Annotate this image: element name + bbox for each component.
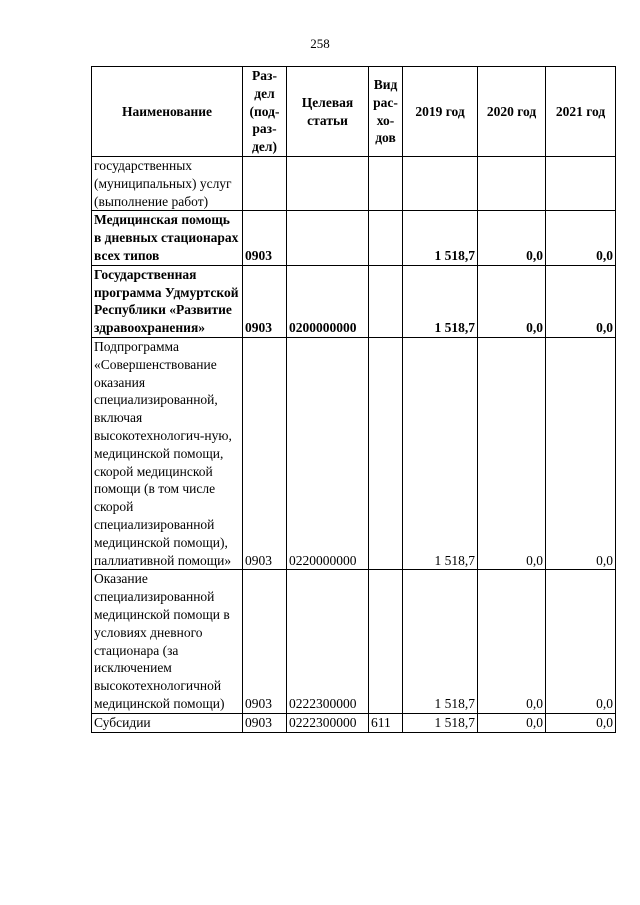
row-2019: 1 518,7 (403, 211, 478, 265)
header-2020: 2020 год (478, 67, 546, 157)
row-name: Подпрограмма «Совершенствование оказания специализированной, включая высокотехнологич-ную, медицинской помощи, скорой медицинской помощи (в том числе скорой специализированной медицинской помощи), паллиативной помощи» (92, 337, 243, 569)
row-2019 (403, 157, 478, 211)
header-name: Наименование (92, 67, 243, 157)
row-2021: 0,0 (546, 713, 616, 732)
row-target: 0220000000 (287, 337, 369, 569)
table-row (92, 713, 616, 732)
row-2019: 1 518,7 (403, 337, 478, 569)
table-row (92, 337, 616, 569)
row-expense (369, 337, 403, 569)
row-2020: 0,0 (478, 713, 546, 732)
row-name: Оказание специализированной медицинской помощи в условиях дневного стационара (за исключением высокотехнологичной медицинской помощи) (92, 570, 243, 713)
table-row (92, 570, 616, 713)
row-section: 0903 (243, 265, 287, 337)
row-expense (369, 570, 403, 713)
header-target: Целевая статьи (287, 67, 369, 157)
row-2021: 0,0 (546, 570, 616, 713)
page-number: 258 (310, 36, 330, 51)
row-target: 0222300000 (287, 570, 369, 713)
row-2020: 0,0 (478, 337, 546, 569)
table-row (92, 157, 616, 211)
table-header-row (92, 67, 616, 157)
row-section (243, 157, 287, 211)
row-target: 0200000000 (287, 265, 369, 337)
row-2021: 0,0 (546, 337, 616, 569)
row-name: Медицинская помощь в дневных стационарах всех типов (92, 211, 243, 265)
row-2021: 0,0 (546, 265, 616, 337)
row-2020: 0,0 (478, 265, 546, 337)
header-2021: 2021 год (546, 67, 616, 157)
row-section: 0903 (243, 211, 287, 265)
row-name: государственных (муниципальных) услуг (выполнение работ) (92, 157, 243, 211)
row-expense (369, 265, 403, 337)
header-section: Раз-дел (под-раз-дел) (243, 67, 287, 157)
row-2021: 0,0 (546, 211, 616, 265)
row-section: 0903 (243, 337, 287, 569)
row-expense: 611 (369, 713, 403, 732)
row-section: 0903 (243, 713, 287, 732)
budget-table (91, 66, 616, 733)
row-target: 0222300000 (287, 713, 369, 732)
row-expense (369, 157, 403, 211)
row-2019: 1 518,7 (403, 570, 478, 713)
row-target (287, 211, 369, 265)
row-2021 (546, 157, 616, 211)
header-2019: 2019 год (403, 67, 478, 157)
row-name: Субсидии (92, 713, 243, 732)
row-2019: 1 518,7 (403, 713, 478, 732)
row-2020: 0,0 (478, 211, 546, 265)
row-2019: 1 518,7 (403, 265, 478, 337)
row-2020 (478, 157, 546, 211)
header-expense: Вид рас-хо-дов (369, 67, 403, 157)
table-row (92, 265, 616, 337)
row-name: Государственная программа Удмуртской Республики «Развитие здравоохранения» (92, 265, 243, 337)
row-expense (369, 211, 403, 265)
row-target (287, 157, 369, 211)
row-2020: 0,0 (478, 570, 546, 713)
row-section: 0903 (243, 570, 287, 713)
table-row (92, 211, 616, 265)
